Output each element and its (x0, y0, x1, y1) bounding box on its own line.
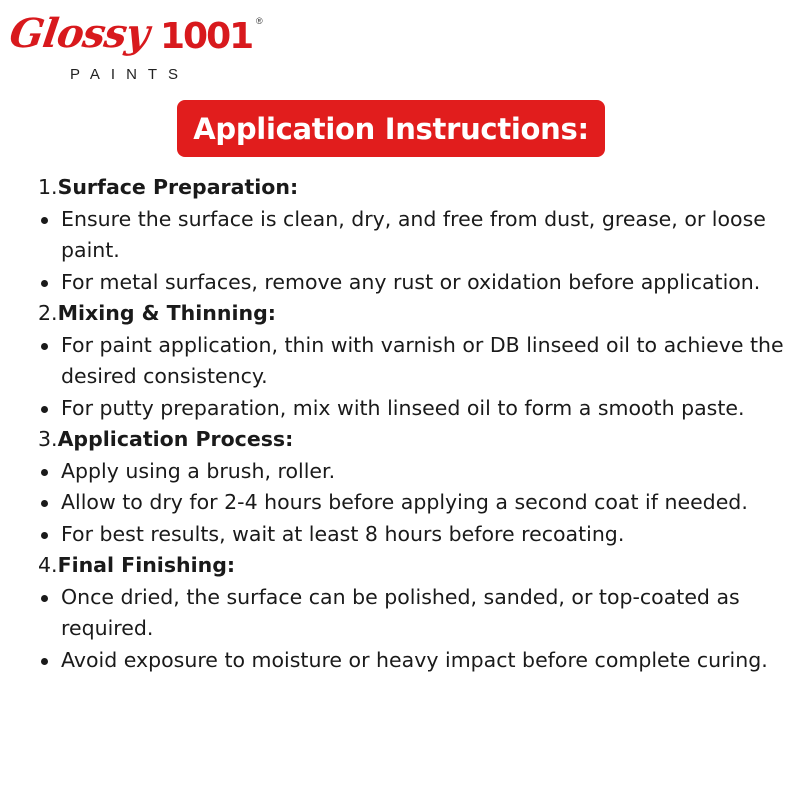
section-title: Final Finishing: (57, 553, 236, 577)
section-heading (38, 172, 788, 204)
instructions-list (38, 172, 788, 676)
list-item: Allow to dry for 2-4 hours before applying a second coat if needed. (38, 487, 788, 519)
section-heading (38, 298, 788, 330)
section-final-finishing (38, 550, 788, 676)
page-title: Application Instructions: (193, 111, 589, 146)
list-item: For putty preparation, mix with linseed oil to form a smooth paste. (38, 393, 788, 425)
list-item: For best results, wait at least 8 hours before recoating. (38, 519, 788, 551)
list-item: For paint application, thin with varnish or DB linseed oil to achieve the desired consistency. (38, 330, 788, 393)
section-heading (38, 550, 788, 582)
section-number: 3. (38, 427, 58, 451)
brand-tagline: PAINTS (70, 66, 190, 83)
list-item: Ensure the surface is clean, dry, and free from dust, grease, or loose paint. (38, 204, 788, 267)
section-title: Application Process: (57, 427, 294, 451)
list-item: Apply using a brush, roller. (38, 456, 788, 488)
registered-mark: ® (256, 16, 263, 26)
list-item: Avoid exposure to moisture or heavy impact before complete curing. (38, 645, 788, 677)
section-heading (38, 424, 788, 456)
brand-logo (6, 8, 270, 83)
brand-logo-script: Glossy (6, 10, 152, 57)
section-application-process (38, 424, 788, 550)
list-item: Once dried, the surface can be polished, sanded, or top-coated as required. (38, 582, 788, 645)
brand-logo-number: 1001 (160, 16, 253, 57)
section-mixing-thinning (38, 298, 788, 424)
section-number: 1. (38, 175, 58, 199)
section-number: 2. (38, 301, 58, 325)
section-title: Surface Preparation: (57, 175, 299, 199)
section-title: Mixing & Thinning: (57, 301, 276, 325)
section-surface-preparation (38, 172, 788, 298)
list-item: For metal surfaces, remove any rust or oxidation before application. (38, 267, 788, 299)
section-number: 4. (38, 553, 58, 577)
title-banner (177, 100, 605, 157)
